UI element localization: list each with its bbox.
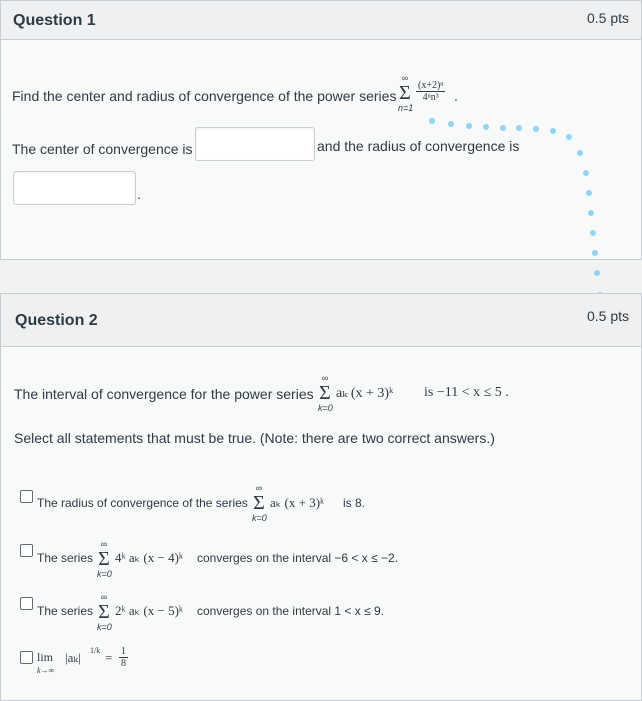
option-2-sigma [97,540,111,579]
q1-series-formula [398,74,468,120]
option-1-sigma-bottom: k=0 [252,513,267,523]
prompt-text: Find the center and radius of convergence of the power series [12,88,397,104]
question-1-points: 0.5 pts [586,10,629,26]
loading-dot [429,118,435,124]
option-3-term [115,603,183,619]
option-4-fraction [119,646,128,669]
option-2-label[interactable] [37,551,93,565]
q2-series-term: aₖ (x + 3)ᵏ [336,386,394,401]
option-2-term [115,550,183,566]
q1-period: . [454,88,458,104]
option-4-expr: |aₖ| [65,650,81,665]
loading-dot [516,125,522,131]
loading-dot [483,124,489,130]
loading-dot [588,210,594,216]
option-1-sigma-top: ∞ [255,483,263,493]
loading-dot [500,125,506,131]
option-2-checkbox[interactable] [20,544,33,557]
loading-dot [533,126,539,132]
option-4-lim: lim [37,650,54,664]
q1-sigma-bottom: n=1 [398,103,414,113]
loading-dot [466,123,472,129]
sigma-icon: Σ [98,601,110,623]
option-3-post: converges on the interval 1 < x ≤ 9. [197,604,385,618]
option-1-label[interactable] [37,496,248,510]
q2-instruction: Select all statements that must be true. (Note: there are two correct answers.) [14,430,495,446]
loading-dot [448,121,454,127]
q1-fraction [416,80,445,103]
option-3-label[interactable] [37,604,93,618]
option-4-checkbox[interactable] [20,651,33,664]
radius-input[interactable] [13,171,136,205]
option-3-term-text: 2ᵏ aₖ (x − 5)ᵏ [115,603,183,618]
question-1-prompt [12,88,396,104]
q1-fraction-numerator: (x+2)ⁿ [418,80,444,91]
option-3-sigma-bottom: k=0 [97,622,112,632]
loading-dot [590,230,596,236]
option-4-lim-sub: k→∞ [37,666,55,675]
question-1-header [1,1,641,40]
option-1-checkbox[interactable] [20,490,33,503]
q1-sigma-top: ∞ [401,73,409,83]
sigma-icon: Σ [98,548,110,570]
option-2-sigma-top: ∞ [100,539,108,549]
option-1-sigma [252,484,266,523]
center-input[interactable] [195,127,315,161]
question-2-header [1,294,641,347]
q1-fraction-denominator: 4ⁿn³ [422,92,439,103]
option-3-pre: The series [37,604,94,618]
sigma-icon: Σ [253,492,265,514]
loading-dot [592,250,598,256]
q2-sigma-bottom: k=0 [318,403,333,413]
option-4-eq: = [105,650,113,665]
option-4-den: 8 [121,658,126,669]
option-4-num: 1 [121,646,126,657]
option-2-sigma-bottom: k=0 [97,569,112,579]
trailing-period: . [137,186,141,202]
interval-prefix: The interval of convergence for the power series [14,386,314,402]
option-3-checkbox[interactable] [20,597,33,610]
question-1-title: Question 1 [13,12,96,29]
loading-dot [594,270,600,276]
option-1-post: is 8. [343,496,366,510]
question-2-points: 0.5 pts [586,308,629,324]
sigma-icon: Σ [319,382,331,404]
option-2-term-text: 4ᵏ aₖ (x − 4)ᵏ [115,550,183,565]
loading-dot [583,170,589,176]
radius-label: and the radius of convergence is [317,138,520,154]
center-label: The center of convergence is [12,141,193,157]
q1-sigma [398,74,412,113]
loading-dot [566,134,572,140]
q2-sigma-top: ∞ [321,373,329,383]
loading-dot [577,150,583,156]
option-3-sigma [97,593,111,632]
loading-dot [550,128,556,134]
option-4-exp: 1/k [90,646,101,655]
q2-interval: is −11 < x ≤ 5 . [424,385,509,400]
option-1-term-text: aₖ (x + 3)ᵏ [270,495,325,510]
option-2-post: converges on the interval −6 < x ≤ −2. [197,551,399,565]
loading-dot [586,190,592,196]
q2-sigma [318,374,332,413]
option-1-pre: The radius of convergence of the series [37,496,248,510]
option-4-label[interactable] [37,646,137,680]
option-2-pre: The series [37,551,94,565]
option-3-sigma-top: ∞ [100,592,108,602]
option-1-term [270,495,324,511]
question-2-title: Question 2 [15,312,98,329]
question-1-card [0,0,642,260]
sigma-icon: Σ [399,82,411,104]
